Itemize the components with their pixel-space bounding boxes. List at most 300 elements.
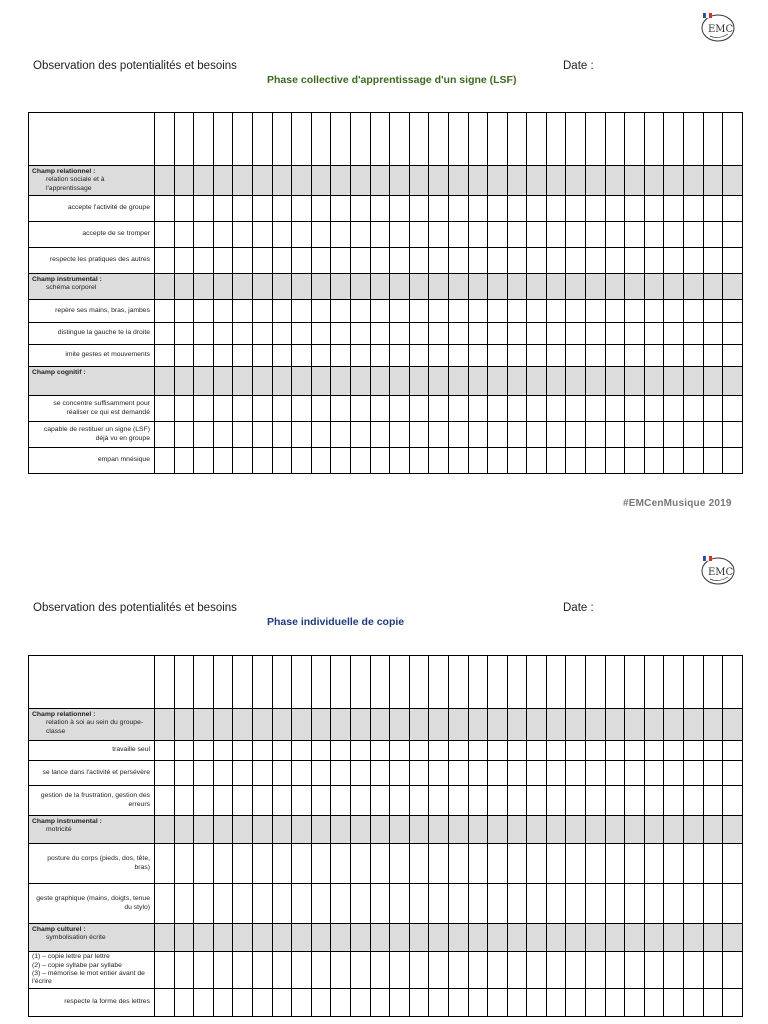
- observation-cell[interactable]: [527, 396, 547, 422]
- observation-cell[interactable]: [390, 786, 410, 816]
- observation-cell[interactable]: [644, 448, 664, 474]
- observation-cell[interactable]: [233, 367, 253, 396]
- observation-cell[interactable]: [350, 761, 370, 786]
- observation-cell[interactable]: [155, 274, 175, 300]
- observation-cell[interactable]: [723, 323, 743, 345]
- student-name-cell[interactable]: [488, 113, 508, 166]
- observation-cell[interactable]: [586, 989, 606, 1017]
- observation-cell[interactable]: [272, 323, 292, 345]
- observation-cell[interactable]: [566, 274, 586, 300]
- observation-cell[interactable]: [566, 448, 586, 474]
- observation-cell[interactable]: [194, 924, 214, 952]
- observation-cell[interactable]: [468, 323, 488, 345]
- observation-cell[interactable]: [586, 196, 606, 222]
- student-name-cell[interactable]: [174, 656, 194, 709]
- observation-cell[interactable]: [311, 248, 331, 274]
- observation-cell[interactable]: [644, 761, 664, 786]
- observation-cell[interactable]: [684, 844, 704, 884]
- observation-cell[interactable]: [586, 166, 606, 196]
- observation-cell[interactable]: [174, 222, 194, 248]
- observation-cell[interactable]: [644, 741, 664, 761]
- observation-cell[interactable]: [546, 422, 566, 448]
- student-name-cell[interactable]: [723, 656, 743, 709]
- observation-cell[interactable]: [409, 761, 429, 786]
- observation-cell[interactable]: [370, 816, 390, 844]
- observation-cell[interactable]: [174, 166, 194, 196]
- observation-cell[interactable]: [488, 448, 508, 474]
- observation-cell[interactable]: [507, 323, 527, 345]
- observation-cell[interactable]: [194, 248, 214, 274]
- observation-cell[interactable]: [174, 844, 194, 884]
- observation-cell[interactable]: [272, 709, 292, 741]
- observation-cell[interactable]: [527, 222, 547, 248]
- observation-cell[interactable]: [448, 422, 468, 448]
- observation-cell[interactable]: [507, 196, 527, 222]
- observation-cell[interactable]: [723, 448, 743, 474]
- observation-cell[interactable]: [292, 786, 312, 816]
- observation-cell[interactable]: [174, 274, 194, 300]
- observation-cell[interactable]: [390, 884, 410, 924]
- observation-cell[interactable]: [448, 323, 468, 345]
- observation-cell[interactable]: [429, 448, 449, 474]
- observation-cell[interactable]: [566, 367, 586, 396]
- student-name-cell[interactable]: [370, 656, 390, 709]
- observation-cell[interactable]: [292, 166, 312, 196]
- observation-cell[interactable]: [448, 166, 468, 196]
- observation-cell[interactable]: [174, 196, 194, 222]
- student-name-cell[interactable]: [468, 113, 488, 166]
- observation-cell[interactable]: [272, 989, 292, 1017]
- observation-cell[interactable]: [272, 448, 292, 474]
- observation-cell[interactable]: [311, 741, 331, 761]
- observation-cell[interactable]: [272, 761, 292, 786]
- observation-cell[interactable]: [174, 422, 194, 448]
- observation-cell[interactable]: [429, 924, 449, 952]
- observation-cell[interactable]: [527, 844, 547, 884]
- observation-cell[interactable]: [311, 196, 331, 222]
- observation-cell[interactable]: [468, 786, 488, 816]
- observation-cell[interactable]: [527, 816, 547, 844]
- observation-cell[interactable]: [546, 274, 566, 300]
- observation-cell[interactable]: [625, 761, 645, 786]
- observation-cell[interactable]: [429, 952, 449, 989]
- observation-cell[interactable]: [311, 396, 331, 422]
- observation-cell[interactable]: [586, 248, 606, 274]
- student-name-cell[interactable]: [155, 113, 175, 166]
- observation-cell[interactable]: [233, 741, 253, 761]
- observation-cell[interactable]: [625, 196, 645, 222]
- observation-cell[interactable]: [664, 345, 684, 367]
- observation-cell[interactable]: [311, 422, 331, 448]
- observation-cell[interactable]: [448, 924, 468, 952]
- observation-cell[interactable]: [429, 166, 449, 196]
- observation-cell[interactable]: [272, 274, 292, 300]
- observation-cell[interactable]: [370, 786, 390, 816]
- observation-cell[interactable]: [213, 422, 233, 448]
- observation-cell[interactable]: [350, 196, 370, 222]
- observation-cell[interactable]: [703, 709, 723, 741]
- observation-cell[interactable]: [292, 816, 312, 844]
- observation-cell[interactable]: [605, 367, 625, 396]
- observation-cell[interactable]: [252, 166, 272, 196]
- observation-cell[interactable]: [350, 884, 370, 924]
- student-name-cell[interactable]: [174, 113, 194, 166]
- observation-cell[interactable]: [350, 448, 370, 474]
- observation-cell[interactable]: [723, 367, 743, 396]
- observation-cell[interactable]: [566, 422, 586, 448]
- observation-cell[interactable]: [527, 166, 547, 196]
- observation-cell[interactable]: [664, 422, 684, 448]
- observation-cell[interactable]: [723, 952, 743, 989]
- observation-cell[interactable]: [252, 323, 272, 345]
- observation-cell[interactable]: [252, 367, 272, 396]
- observation-cell[interactable]: [605, 448, 625, 474]
- observation-cell[interactable]: [684, 300, 704, 323]
- observation-cell[interactable]: [546, 844, 566, 884]
- student-name-cell[interactable]: [194, 656, 214, 709]
- observation-cell[interactable]: [213, 367, 233, 396]
- observation-cell[interactable]: [429, 248, 449, 274]
- student-name-cell[interactable]: [527, 656, 547, 709]
- observation-cell[interactable]: [331, 761, 351, 786]
- observation-cell[interactable]: [155, 924, 175, 952]
- observation-cell[interactable]: [292, 367, 312, 396]
- observation-cell[interactable]: [488, 196, 508, 222]
- observation-cell[interactable]: [350, 844, 370, 884]
- student-name-cell[interactable]: [390, 656, 410, 709]
- observation-cell[interactable]: [527, 924, 547, 952]
- observation-cell[interactable]: [586, 786, 606, 816]
- observation-cell[interactable]: [625, 300, 645, 323]
- observation-cell[interactable]: [488, 709, 508, 741]
- observation-cell[interactable]: [684, 248, 704, 274]
- observation-cell[interactable]: [507, 166, 527, 196]
- observation-cell[interactable]: [194, 761, 214, 786]
- observation-cell[interactable]: [370, 924, 390, 952]
- observation-cell[interactable]: [370, 741, 390, 761]
- observation-cell[interactable]: [566, 952, 586, 989]
- observation-cell[interactable]: [448, 989, 468, 1017]
- observation-cell[interactable]: [174, 248, 194, 274]
- observation-cell[interactable]: [311, 761, 331, 786]
- observation-cell[interactable]: [409, 345, 429, 367]
- observation-cell[interactable]: [429, 786, 449, 816]
- observation-cell[interactable]: [390, 396, 410, 422]
- observation-cell[interactable]: [468, 884, 488, 924]
- observation-cell[interactable]: [155, 323, 175, 345]
- observation-cell[interactable]: [507, 761, 527, 786]
- observation-cell[interactable]: [605, 709, 625, 741]
- observation-cell[interactable]: [448, 448, 468, 474]
- observation-cell[interactable]: [233, 222, 253, 248]
- observation-cell[interactable]: [350, 166, 370, 196]
- observation-cell[interactable]: [507, 274, 527, 300]
- observation-cell[interactable]: [409, 816, 429, 844]
- observation-cell[interactable]: [409, 396, 429, 422]
- observation-cell[interactable]: [331, 248, 351, 274]
- observation-cell[interactable]: [252, 709, 272, 741]
- observation-cell[interactable]: [723, 274, 743, 300]
- observation-cell[interactable]: [566, 196, 586, 222]
- observation-cell[interactable]: [644, 300, 664, 323]
- student-name-cell[interactable]: [684, 656, 704, 709]
- observation-cell[interactable]: [527, 248, 547, 274]
- observation-cell[interactable]: [664, 248, 684, 274]
- observation-cell[interactable]: [350, 786, 370, 816]
- observation-cell[interactable]: [252, 196, 272, 222]
- observation-cell[interactable]: [213, 741, 233, 761]
- observation-cell[interactable]: [644, 166, 664, 196]
- observation-cell[interactable]: [468, 422, 488, 448]
- observation-cell[interactable]: [194, 844, 214, 884]
- observation-cell[interactable]: [370, 323, 390, 345]
- observation-cell[interactable]: [664, 166, 684, 196]
- observation-cell[interactable]: [468, 367, 488, 396]
- observation-cell[interactable]: [684, 166, 704, 196]
- observation-cell[interactable]: [194, 196, 214, 222]
- observation-cell[interactable]: [546, 196, 566, 222]
- observation-cell[interactable]: [370, 448, 390, 474]
- observation-cell[interactable]: [566, 345, 586, 367]
- observation-cell[interactable]: [448, 248, 468, 274]
- student-name-cell[interactable]: [468, 656, 488, 709]
- observation-cell[interactable]: [155, 989, 175, 1017]
- observation-cell[interactable]: [644, 884, 664, 924]
- observation-cell[interactable]: [213, 816, 233, 844]
- observation-cell[interactable]: [507, 884, 527, 924]
- observation-cell[interactable]: [292, 274, 312, 300]
- observation-cell[interactable]: [155, 196, 175, 222]
- observation-cell[interactable]: [311, 952, 331, 989]
- observation-cell[interactable]: [252, 989, 272, 1017]
- observation-cell[interactable]: [546, 884, 566, 924]
- observation-cell[interactable]: [605, 761, 625, 786]
- observation-cell[interactable]: [586, 274, 606, 300]
- observation-cell[interactable]: [174, 884, 194, 924]
- observation-cell[interactable]: [292, 844, 312, 884]
- observation-cell[interactable]: [174, 367, 194, 396]
- observation-cell[interactable]: [233, 166, 253, 196]
- observation-cell[interactable]: [155, 952, 175, 989]
- observation-cell[interactable]: [546, 816, 566, 844]
- observation-cell[interactable]: [448, 274, 468, 300]
- observation-cell[interactable]: [194, 952, 214, 989]
- observation-cell[interactable]: [625, 166, 645, 196]
- observation-cell[interactable]: [644, 323, 664, 345]
- observation-cell[interactable]: [311, 844, 331, 884]
- observation-cell[interactable]: [527, 786, 547, 816]
- observation-cell[interactable]: [468, 196, 488, 222]
- observation-cell[interactable]: [390, 345, 410, 367]
- student-name-cell[interactable]: [233, 113, 253, 166]
- observation-cell[interactable]: [664, 222, 684, 248]
- student-name-cell[interactable]: [546, 113, 566, 166]
- observation-cell[interactable]: [625, 924, 645, 952]
- observation-cell[interactable]: [488, 741, 508, 761]
- observation-cell[interactable]: [213, 761, 233, 786]
- observation-cell[interactable]: [586, 884, 606, 924]
- observation-cell[interactable]: [566, 884, 586, 924]
- observation-cell[interactable]: [370, 248, 390, 274]
- student-name-cell[interactable]: [527, 113, 547, 166]
- observation-cell[interactable]: [684, 345, 704, 367]
- observation-cell[interactable]: [409, 448, 429, 474]
- observation-cell[interactable]: [488, 396, 508, 422]
- student-name-cell[interactable]: [507, 656, 527, 709]
- observation-cell[interactable]: [488, 989, 508, 1017]
- observation-cell[interactable]: [488, 222, 508, 248]
- observation-cell[interactable]: [350, 367, 370, 396]
- observation-cell[interactable]: [272, 422, 292, 448]
- observation-cell[interactable]: [272, 844, 292, 884]
- observation-cell[interactable]: [370, 367, 390, 396]
- observation-cell[interactable]: [586, 952, 606, 989]
- observation-cell[interactable]: [468, 709, 488, 741]
- observation-cell[interactable]: [684, 222, 704, 248]
- observation-cell[interactable]: [252, 741, 272, 761]
- observation-cell[interactable]: [507, 448, 527, 474]
- observation-cell[interactable]: [409, 884, 429, 924]
- observation-cell[interactable]: [311, 448, 331, 474]
- observation-cell[interactable]: [684, 323, 704, 345]
- observation-cell[interactable]: [644, 786, 664, 816]
- observation-cell[interactable]: [233, 952, 253, 989]
- observation-cell[interactable]: [703, 924, 723, 952]
- observation-cell[interactable]: [155, 300, 175, 323]
- observation-cell[interactable]: [566, 300, 586, 323]
- observation-cell[interactable]: [527, 741, 547, 761]
- observation-cell[interactable]: [723, 166, 743, 196]
- observation-cell[interactable]: [625, 345, 645, 367]
- observation-cell[interactable]: [252, 884, 272, 924]
- observation-cell[interactable]: [448, 741, 468, 761]
- observation-cell[interactable]: [194, 345, 214, 367]
- student-name-cell[interactable]: [390, 113, 410, 166]
- observation-cell[interactable]: [527, 952, 547, 989]
- observation-cell[interactable]: [703, 816, 723, 844]
- observation-cell[interactable]: [350, 396, 370, 422]
- observation-cell[interactable]: [429, 367, 449, 396]
- observation-cell[interactable]: [409, 300, 429, 323]
- observation-cell[interactable]: [546, 709, 566, 741]
- observation-cell[interactable]: [644, 952, 664, 989]
- observation-cell[interactable]: [507, 422, 527, 448]
- observation-cell[interactable]: [370, 222, 390, 248]
- observation-cell[interactable]: [292, 952, 312, 989]
- observation-cell[interactable]: [723, 222, 743, 248]
- observation-cell[interactable]: [586, 709, 606, 741]
- observation-cell[interactable]: [625, 396, 645, 422]
- observation-cell[interactable]: [233, 924, 253, 952]
- observation-cell[interactable]: [213, 989, 233, 1017]
- observation-cell[interactable]: [468, 761, 488, 786]
- observation-cell[interactable]: [311, 786, 331, 816]
- observation-cell[interactable]: [527, 367, 547, 396]
- observation-cell[interactable]: [155, 844, 175, 884]
- student-name-cell[interactable]: [664, 113, 684, 166]
- observation-cell[interactable]: [252, 448, 272, 474]
- observation-cell[interactable]: [272, 884, 292, 924]
- student-name-cell[interactable]: [664, 656, 684, 709]
- observation-cell[interactable]: [488, 367, 508, 396]
- observation-cell[interactable]: [409, 248, 429, 274]
- observation-cell[interactable]: [468, 345, 488, 367]
- observation-cell[interactable]: [370, 274, 390, 300]
- student-name-cell[interactable]: [350, 656, 370, 709]
- observation-cell[interactable]: [370, 844, 390, 884]
- observation-cell[interactable]: [527, 196, 547, 222]
- observation-cell[interactable]: [409, 422, 429, 448]
- observation-cell[interactable]: [546, 248, 566, 274]
- observation-cell[interactable]: [233, 844, 253, 884]
- observation-cell[interactable]: [429, 989, 449, 1017]
- observation-cell[interactable]: [488, 248, 508, 274]
- observation-cell[interactable]: [331, 844, 351, 884]
- observation-cell[interactable]: [605, 844, 625, 884]
- observation-cell[interactable]: [723, 709, 743, 741]
- observation-cell[interactable]: [507, 248, 527, 274]
- student-name-cell[interactable]: [723, 113, 743, 166]
- observation-cell[interactable]: [174, 816, 194, 844]
- observation-cell[interactable]: [390, 300, 410, 323]
- observation-cell[interactable]: [468, 248, 488, 274]
- observation-cell[interactable]: [644, 816, 664, 844]
- observation-cell[interactable]: [350, 323, 370, 345]
- observation-cell[interactable]: [311, 166, 331, 196]
- observation-cell[interactable]: [448, 345, 468, 367]
- observation-cell[interactable]: [605, 222, 625, 248]
- observation-cell[interactable]: [233, 884, 253, 924]
- observation-cell[interactable]: [409, 709, 429, 741]
- observation-cell[interactable]: [311, 300, 331, 323]
- observation-cell[interactable]: [213, 166, 233, 196]
- observation-cell[interactable]: [586, 300, 606, 323]
- observation-cell[interactable]: [664, 367, 684, 396]
- observation-cell[interactable]: [448, 367, 468, 396]
- observation-cell[interactable]: [194, 709, 214, 741]
- observation-cell[interactable]: [213, 396, 233, 422]
- observation-cell[interactable]: [605, 786, 625, 816]
- observation-cell[interactable]: [370, 196, 390, 222]
- observation-cell[interactable]: [155, 761, 175, 786]
- observation-cell[interactable]: [194, 884, 214, 924]
- observation-cell[interactable]: [684, 741, 704, 761]
- observation-cell[interactable]: [625, 952, 645, 989]
- observation-cell[interactable]: [488, 300, 508, 323]
- observation-cell[interactable]: [625, 884, 645, 924]
- observation-cell[interactable]: [605, 741, 625, 761]
- observation-cell[interactable]: [174, 924, 194, 952]
- observation-cell[interactable]: [350, 741, 370, 761]
- observation-cell[interactable]: [546, 367, 566, 396]
- observation-cell[interactable]: [429, 323, 449, 345]
- observation-cell[interactable]: [409, 989, 429, 1017]
- observation-cell[interactable]: [390, 196, 410, 222]
- observation-cell[interactable]: [605, 924, 625, 952]
- observation-cell[interactable]: [155, 709, 175, 741]
- observation-cell[interactable]: [684, 422, 704, 448]
- observation-cell[interactable]: [429, 274, 449, 300]
- observation-cell[interactable]: [331, 924, 351, 952]
- observation-cell[interactable]: [390, 741, 410, 761]
- observation-cell[interactable]: [448, 884, 468, 924]
- observation-cell[interactable]: [233, 323, 253, 345]
- observation-cell[interactable]: [331, 709, 351, 741]
- observation-cell[interactable]: [311, 884, 331, 924]
- student-name-cell[interactable]: [213, 113, 233, 166]
- observation-cell[interactable]: [272, 367, 292, 396]
- observation-cell[interactable]: [664, 844, 684, 884]
